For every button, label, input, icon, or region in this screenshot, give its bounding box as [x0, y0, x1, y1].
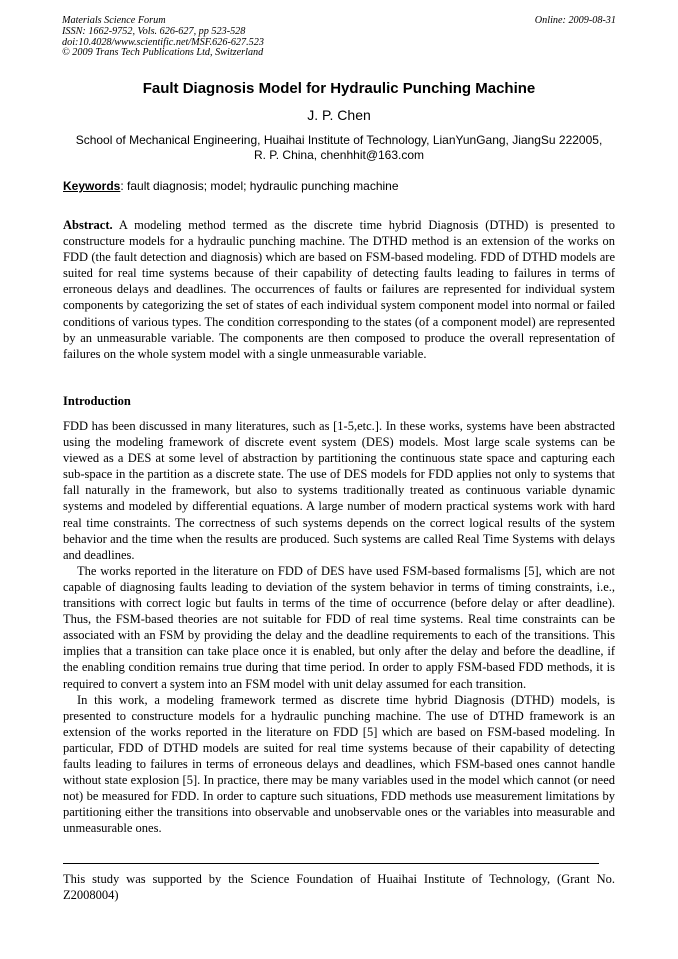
abstract — [63, 217, 615, 362]
journal-name: Materials Science Forum — [62, 15, 166, 26]
intro-paragraph-3: In this work, a modeling framework termed as discrete time hybrid Diagnosis (DTHD) models, is presented to constructure models for a hydraulic punching machine. The use of DTHD framework is an extension of the works reported in the literature on FDD [5] which are based on FSM-based modeling. In particular, FDD of DTHD models are suited for real time systems because of their capability of detecting faults leading to failures in terms of erroneous delays and deadlines, which FSM-based ones cannot handle without state explosion [5]. In practice, there may be many variables used in the model which cannot (or need not) be measured for FDD. In order to capture such situations, FDD methods use measurement limitations by partitioning either the transitions into observable and unobservable ones or the variables into measurable and unmeasurable ones. — [63, 692, 615, 836]
intro-paragraph-2: The works reported in the literature on FDD of DES have used FSM-based formalisms [5], which are not capable of diagnosing faults leading to deviation of the system behavior in terms of timing constraints, i.e., transitions with correct logic but faults in terms of the time of occurrence (before delay or after deadline). Thus, the FSM-based theories are not suitable for FDD of real time systems. Real time constraints can be associated with an FSM by providing the delay and the deadline requirements to each of the transitions. This implies that a transition can take place once it is enabled, but only after the delay and before the deadline, if the enabling condition remains true during that time period. In order to apply FSM-based FDD methods, it is required to convert a system into an FSM model with unit delay assumed for each transition. — [63, 563, 615, 691]
intro-paragraph-1: FDD has been discussed in many literatures, such as [1-5,etc.]. In these works, systems have been abstracted using the modeling framework of discrete event system (DES) models. Most large scale systems can be viewed as a DES at some level of abstraction by partitioning the continuous state space and capturing each sub-space in the partition as a discrete state. The use of DES models for FDD applies not only to systems that fall naturally in the framework, but also to systems traditionally treated as continuous variable dynamic systems and modeled by differential equations. A large number of modern practical systems work with hard real time constraints. The correctness of such systems depends on the correct logical results of the system behavior and the time when the results are produced. Such systems are called Real Time Systems with delays and deadlines. — [63, 419, 615, 562]
keywords-separator: : — [120, 179, 124, 193]
funding-footnote: This study was supported by the Science Foundation of Huaihai Institute of Technology, (Grant No. Z2008004) — [63, 872, 615, 902]
author-affiliation: School of Mechanical Engineering, Huaihai Institute of Technology, LianYunGang, JiangSu 222005, R. P. China, chenhhit@163.com — [75, 133, 603, 162]
introduction-body — [63, 418, 615, 836]
author-name: J. P. Chen — [307, 107, 371, 123]
section-heading-introduction: Introduction — [63, 394, 131, 408]
footnote-divider — [63, 863, 599, 864]
abstract-label: Abstract. — [63, 218, 113, 232]
online-date: Online: 2009-08-31 — [534, 15, 616, 26]
issn-line: ISSN: 1662-9752, Vols. 626-627, pp 523-528 — [62, 25, 246, 37]
keywords-label: Keywords — [63, 179, 121, 193]
copyright-line: © 2009 Trans Tech Publications Ltd, Switzerland — [62, 47, 264, 59]
abstract-text: A modeling method termed as the discrete time hybrid Diagnosis (DTHD) is presented to constructure models for a hydraulic punching machine. The DTHD method is an extension of the works on FDD (the fault detection and diagnosis) which are based on FSM-based modeling. FDD of DTHD models are suited for real time systems because of their capability of detecting faults leading to failures in terms of erroneous delays and deadlines. The occurrences of faults or failures are represented for individual system components by categorizing the set of states of each individual system component model into normal or failed conditions of various types. The condition corresponding to the states (of a component model) are represented by an unmeasurable variable. The components are then composed to produce the overall representation of failures on the whole system model with a single unmeasurable variable. — [63, 218, 615, 361]
keywords-text: fault diagnosis; model; hydraulic punching machine — [123, 179, 399, 193]
paper-title: Fault Diagnosis Model for Hydraulic Punching Machine — [142, 80, 536, 97]
publication-header — [62, 16, 616, 59]
keywords-line — [63, 179, 615, 194]
doi-line: doi:10.4028/www.scientific.net/MSF.626-627.523 — [62, 36, 264, 48]
